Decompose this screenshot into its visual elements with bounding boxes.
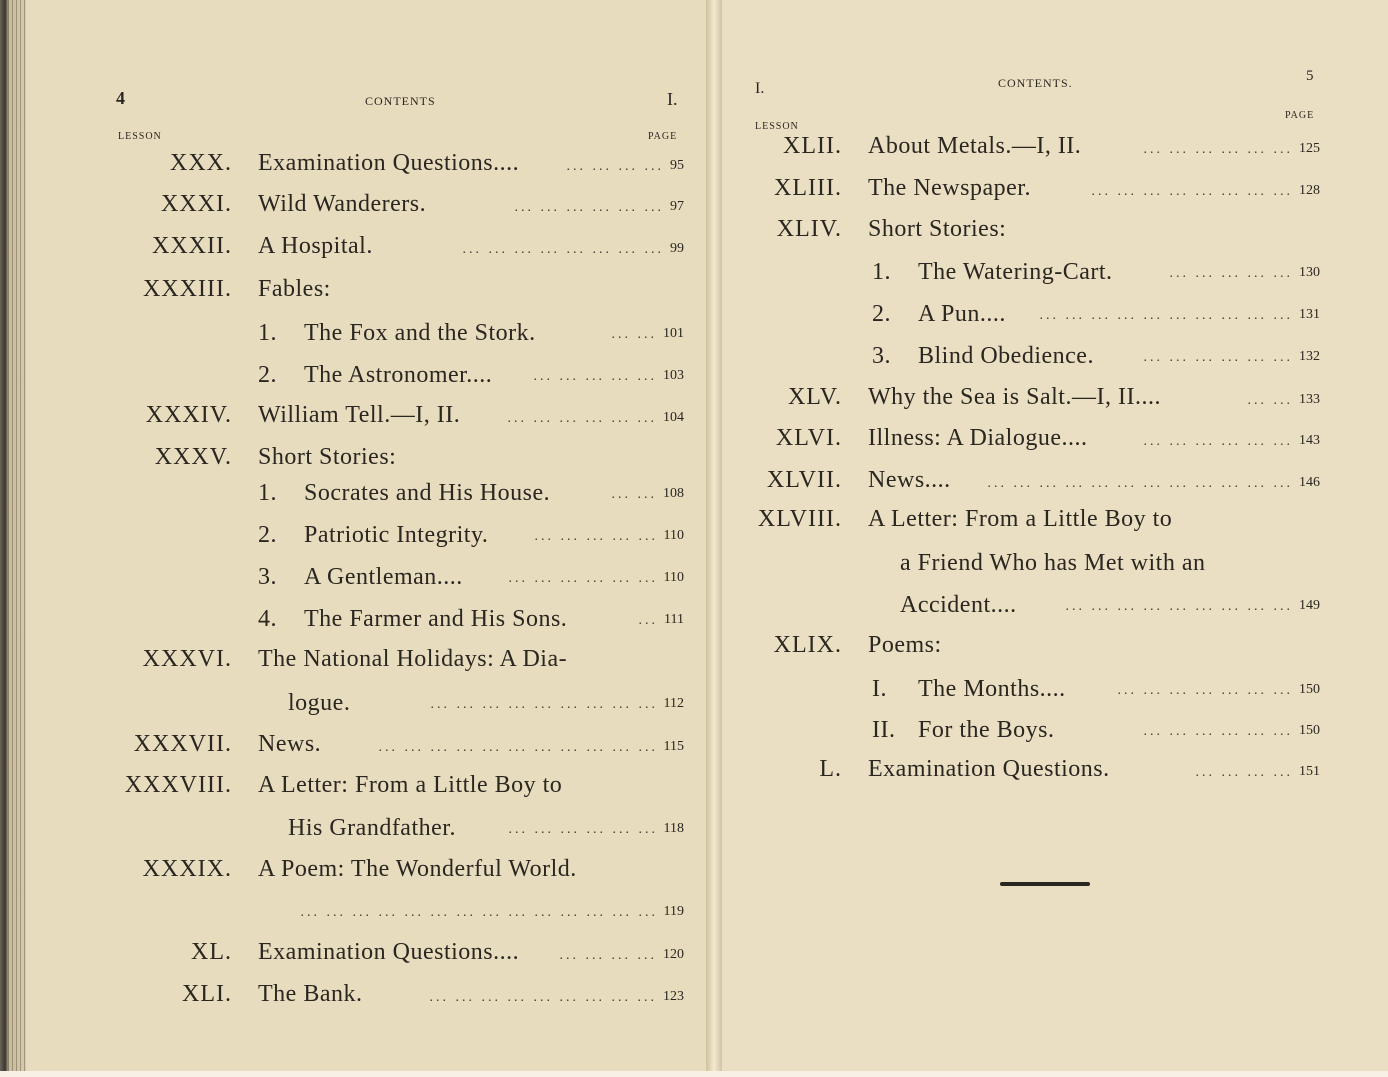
page-number: 101 bbox=[663, 326, 684, 341]
entry-title: Short Stories: bbox=[258, 444, 397, 470]
page-number: 128 bbox=[1299, 183, 1320, 198]
entry-title: The Farmer and His Sons. bbox=[304, 606, 568, 632]
sub-number: 1. bbox=[258, 320, 277, 346]
entry-title: Examination Questions. bbox=[868, 756, 1110, 782]
closing-rule bbox=[1000, 882, 1090, 886]
right-toc-entry bbox=[0, 299, 1388, 335]
entry-title: Fables: bbox=[258, 276, 331, 302]
sub-number: 2. bbox=[258, 362, 277, 388]
entry-title: A Hospital. bbox=[258, 233, 373, 259]
lesson-number: XXX. bbox=[170, 150, 232, 176]
page-number: 150 bbox=[1299, 723, 1320, 738]
entry-title-continued: a Friend Who has Met with an bbox=[900, 550, 1206, 576]
sub-number: 3. bbox=[258, 564, 277, 590]
right-toc-entry bbox=[0, 467, 1388, 503]
entry-title: A Letter: From a Little Boy to bbox=[868, 506, 1173, 532]
leader-dots: ... ... ... ... ... ... bbox=[1143, 350, 1293, 365]
entry-title: News.... bbox=[868, 467, 951, 493]
entry-title: The Watering-Cart. bbox=[918, 259, 1113, 285]
entry-title: The Months.... bbox=[918, 676, 1066, 702]
left-toc-entry bbox=[0, 939, 1388, 975]
lesson-number: XXXVI. bbox=[142, 646, 232, 672]
page-number: 119 bbox=[663, 904, 684, 919]
right-toc-entry bbox=[0, 425, 1388, 461]
page-number: 132 bbox=[1299, 349, 1320, 364]
lesson-number: XLIV. bbox=[776, 216, 842, 242]
left-lesson-header: LESSON bbox=[118, 131, 162, 142]
page-number: 125 bbox=[1299, 141, 1320, 156]
leader-dots: ... ... ... ... bbox=[566, 159, 664, 174]
entry-title: The Astronomer.... bbox=[304, 362, 493, 388]
page-number: 143 bbox=[1299, 433, 1320, 448]
entry-title: Examination Questions.... bbox=[258, 939, 520, 965]
page-number: 120 bbox=[663, 947, 684, 962]
page-number: 146 bbox=[1299, 475, 1320, 490]
entry-title: Examination Questions.... bbox=[258, 150, 520, 176]
right-toc-entry bbox=[0, 506, 1388, 542]
right-toc-entry bbox=[0, 133, 1388, 169]
leader-dots: ... ... ... ... bbox=[1195, 765, 1293, 780]
leader-dots: ... ... ... ... bbox=[559, 948, 657, 963]
page-number: 97 bbox=[670, 199, 684, 214]
leader-dots: ... ... bbox=[611, 487, 657, 502]
leader-dots: ... ... ... ... ... ... ... ... ... bbox=[1065, 599, 1293, 614]
lesson-number: XXXVII. bbox=[133, 731, 232, 757]
entry-title-continued: His Grandfather. bbox=[288, 815, 456, 841]
page-number: 151 bbox=[1299, 764, 1320, 779]
entry-title: News. bbox=[258, 731, 322, 757]
page-number: 103 bbox=[663, 368, 684, 383]
lesson-number: XLIII. bbox=[774, 175, 842, 201]
page-number: 99 bbox=[670, 241, 684, 256]
leader-dots: ... bbox=[638, 613, 658, 628]
leader-dots: ... ... ... ... ... bbox=[533, 369, 657, 384]
entry-title: Socrates and His House. bbox=[304, 480, 551, 506]
lesson-number: XLVIII. bbox=[757, 506, 842, 532]
leader-dots: ... ... ... ... ... ... bbox=[508, 571, 658, 586]
left-page-header: PAGE bbox=[648, 131, 678, 142]
leader-dots: ... ... bbox=[1247, 393, 1293, 408]
entry-title: Wild Wanderers. bbox=[258, 191, 427, 217]
lesson-number: XLII. bbox=[783, 133, 842, 159]
lesson-number: XXXII. bbox=[152, 233, 232, 259]
right-running-head: CONTENTS. bbox=[998, 76, 1073, 90]
right-toc-entry bbox=[0, 216, 1388, 252]
right-toc-entry bbox=[0, 384, 1388, 420]
page-number: 112 bbox=[663, 696, 684, 711]
page-number: 131 bbox=[1299, 307, 1320, 322]
entry-title: Why the Sea is Salt.—I, II.... bbox=[868, 384, 1161, 410]
page-number: 133 bbox=[1299, 392, 1320, 407]
lesson-number: XXXI. bbox=[161, 191, 232, 217]
left-toc-entry bbox=[0, 896, 1388, 932]
entry-title: A Poem: The Wonderful World. bbox=[258, 856, 577, 882]
lesson-number: XL. bbox=[191, 939, 232, 965]
lesson-number: XXXIV. bbox=[145, 402, 232, 428]
right-toc-entry bbox=[0, 175, 1388, 211]
leader-dots: ... ... ... ... ... ... bbox=[507, 411, 657, 426]
leader-dots: ... ... ... ... ... ... ... bbox=[1117, 683, 1293, 698]
left-folio: 4 bbox=[116, 88, 125, 108]
right-part-label: I. bbox=[755, 80, 765, 97]
lesson-number: XLVII. bbox=[766, 467, 842, 493]
page-number: 123 bbox=[663, 989, 684, 1004]
page-number: 104 bbox=[663, 410, 684, 425]
lesson-number: XLIX. bbox=[773, 632, 842, 658]
leader-dots: ... ... ... ... ... ... bbox=[1143, 142, 1293, 157]
page-number: 110 bbox=[663, 528, 684, 543]
leader-dots: ... ... ... ... ... ... ... ... bbox=[462, 242, 664, 257]
entry-title: A Letter: From a Little Boy to bbox=[258, 772, 563, 798]
entry-title: Short Stories: bbox=[868, 216, 1007, 242]
leader-dots: ... ... ... ... ... bbox=[1169, 266, 1293, 281]
right-toc-entry bbox=[0, 674, 1388, 710]
leader-dots: ... ... ... ... ... bbox=[534, 529, 658, 544]
leader-dots: ... ... ... ... ... ... ... ... ... bbox=[430, 697, 658, 712]
lesson-number: L. bbox=[819, 756, 842, 782]
entry-title: Illness: A Dialogue.... bbox=[868, 425, 1088, 451]
page-number: 108 bbox=[663, 486, 684, 501]
leader-dots: ... ... ... ... ... ... ... ... ... bbox=[429, 990, 657, 1005]
page-number: 115 bbox=[663, 739, 684, 754]
entry-title: About Metals.—I, II. bbox=[868, 133, 1082, 159]
sub-number: 4. bbox=[258, 606, 277, 632]
entry-title: Poems: bbox=[868, 632, 942, 658]
right-toc-entry bbox=[0, 756, 1388, 792]
left-running-head: CONTENTS bbox=[365, 94, 436, 108]
entry-title: William Tell.—I, II. bbox=[258, 402, 461, 428]
page-number: 130 bbox=[1299, 265, 1320, 280]
leader-dots: ... ... ... ... ... ... ... ... ... ... ... bbox=[378, 740, 658, 755]
leader-dots: ... ... ... ... ... ... ... ... bbox=[1091, 184, 1293, 199]
sub-number: 1. bbox=[872, 259, 891, 285]
lesson-number: XXXIX. bbox=[142, 856, 232, 882]
page-number: 118 bbox=[663, 821, 684, 836]
leader-dots: ... ... ... ... ... ... bbox=[1143, 434, 1293, 449]
entry-title: The National Holidays: A Dia- bbox=[258, 646, 568, 672]
lesson-number: XXXIII. bbox=[143, 276, 232, 302]
right-toc-entry bbox=[0, 632, 1388, 668]
right-toc-entry bbox=[0, 257, 1388, 293]
entry-title: Patriotic Integrity. bbox=[304, 522, 489, 548]
right-toc-entry bbox=[0, 590, 1388, 626]
page-number: 111 bbox=[664, 612, 684, 627]
leader-dots: ... ... ... ... ... ... ... ... ... ... ... ... bbox=[987, 476, 1293, 491]
leader-dots: ... ... ... ... ... ... bbox=[508, 822, 658, 837]
left-toc-entry bbox=[0, 981, 1388, 1017]
entry-title: The Newspaper. bbox=[868, 175, 1031, 201]
entry-title: A Gentleman.... bbox=[304, 564, 463, 590]
left-toc-entry bbox=[0, 856, 1388, 892]
entry-title: A Pun.... bbox=[918, 301, 1006, 327]
leader-dots: ... ... ... ... ... ... bbox=[514, 200, 664, 215]
bottom-margin bbox=[0, 1071, 1388, 1077]
leader-dots: ... ... bbox=[611, 327, 657, 342]
entry-title: The Bank. bbox=[258, 981, 363, 1007]
sub-number: II. bbox=[872, 717, 896, 743]
right-folio: 5 bbox=[1306, 68, 1314, 84]
sub-number: 2. bbox=[258, 522, 277, 548]
right-toc-entry bbox=[0, 715, 1388, 751]
entry-title: Blind Obedience. bbox=[918, 343, 1094, 369]
lesson-number: XXXV. bbox=[154, 444, 232, 470]
right-page-header: PAGE bbox=[1285, 110, 1315, 121]
left-toc-entry bbox=[0, 813, 1388, 849]
lesson-number: XLVI. bbox=[775, 425, 842, 451]
entry-title-continued: logue. bbox=[288, 690, 351, 716]
sub-number: 2. bbox=[872, 301, 891, 327]
page-number: 150 bbox=[1299, 682, 1320, 697]
lesson-number: XXXVIII. bbox=[124, 772, 232, 798]
sub-number: 1. bbox=[258, 480, 277, 506]
lesson-number: XLV. bbox=[787, 384, 842, 410]
left-part-label: I. bbox=[667, 89, 678, 109]
entry-title: The Fox and the Stork. bbox=[304, 320, 536, 346]
leader-dots: ... ... ... ... ... ... ... ... ... ... bbox=[1039, 308, 1293, 323]
page-number: 149 bbox=[1299, 598, 1320, 613]
sub-number: I. bbox=[872, 676, 887, 702]
entry-title-continued: Accident.... bbox=[900, 592, 1017, 618]
leader-dots: ... ... ... ... ... ... ... ... ... ... ... ... ... ... bbox=[300, 905, 658, 920]
lesson-number: XLI. bbox=[182, 981, 232, 1007]
right-toc-entry bbox=[0, 341, 1388, 377]
right-toc-entry bbox=[0, 548, 1388, 584]
entry-title: For the Boys. bbox=[918, 717, 1055, 743]
page-number: 110 bbox=[663, 570, 684, 585]
page-number: 95 bbox=[670, 158, 684, 173]
sub-number: 3. bbox=[872, 343, 891, 369]
right-lesson-header: LESSON bbox=[755, 121, 799, 132]
leader-dots: ... ... ... ... ... ... bbox=[1143, 724, 1293, 739]
